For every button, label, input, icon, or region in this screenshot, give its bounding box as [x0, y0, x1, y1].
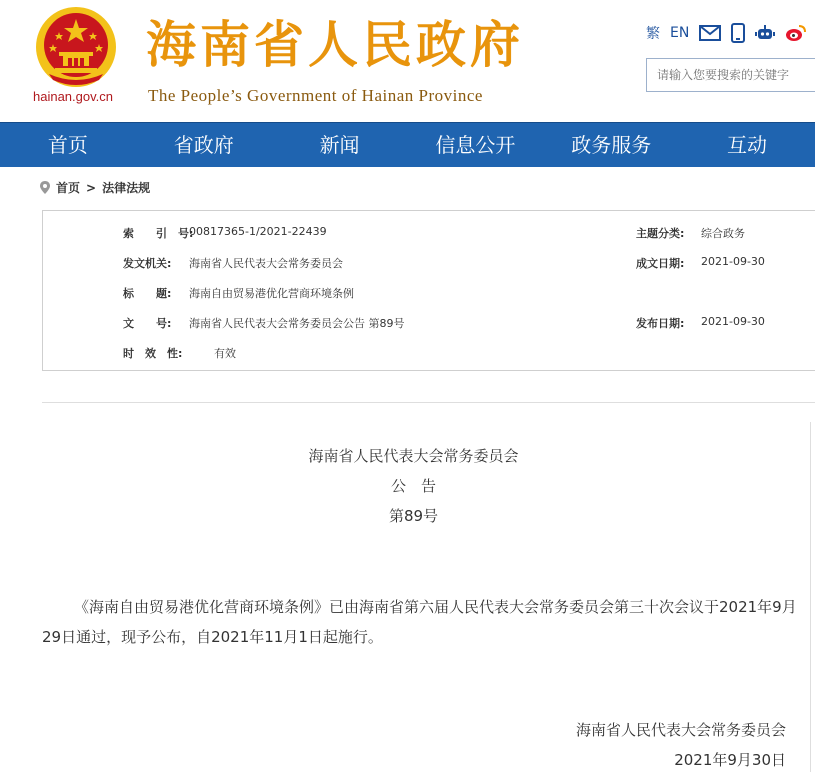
- traditional-chinese-link[interactable]: 繁: [646, 26, 660, 42]
- doc-heading: 公 告: [390, 477, 436, 495]
- site-title[interactable]: 海南省人民政府: [146, 15, 524, 74]
- info-row-index: [123, 225, 327, 241]
- nav-item-news[interactable]: 新闻: [319, 133, 360, 157]
- location-pin-icon: [40, 181, 50, 194]
- nav-item-interaction[interactable]: 互动: [727, 133, 768, 157]
- robot-icon[interactable]: [755, 24, 775, 42]
- validity-label: 时 效 性:: [123, 347, 183, 360]
- doc-body: 《海南自由贸易港优化营商环境条例》已由海南省第六届人民代表大会常务委员会第三十次会议于2021年9月29日通过，现予公布，自2021年11月1日起施行。: [42, 598, 797, 646]
- info-row-issuer: [123, 255, 343, 271]
- nav-item-home[interactable]: 首页: [47, 133, 88, 157]
- topic-label: 主题分类:: [636, 227, 685, 240]
- docno-value: 海南省人民代表大会常务委员会公告 第89号: [189, 317, 405, 330]
- site-domain: hainan.gov.cn: [33, 89, 113, 104]
- created-date-label: 成文日期:: [636, 257, 685, 270]
- breadcrumb: [40, 179, 150, 196]
- main-nav: [0, 122, 815, 167]
- info-row-title: [123, 285, 354, 301]
- national-emblem-icon[interactable]: [35, 6, 117, 88]
- docno-label: 文 号:: [123, 317, 172, 330]
- created-date-value: 2021-09-30: [701, 255, 765, 268]
- doc-sign-org: 海南省人民代表大会常务委员会: [575, 721, 786, 739]
- validity-value: 有效: [214, 347, 236, 360]
- published-date-value: 2021-09-30: [701, 315, 765, 328]
- issuer-value: 海南省人民代表大会常务委员会: [189, 257, 343, 270]
- nav-item-government[interactable]: 省政府: [173, 133, 234, 157]
- published-date-label: 发布日期:: [636, 317, 685, 330]
- nav-item-disclosure[interactable]: 信息公开: [435, 133, 516, 157]
- site-subtitle: The People’s Government of Hainan Province: [148, 86, 483, 105]
- info-row-docno: [123, 315, 405, 331]
- issuer-label: 发文机关:: [123, 257, 172, 270]
- header-tools: [646, 22, 807, 44]
- doc-number: 第89号: [388, 507, 439, 525]
- info-row-validity: [123, 345, 236, 361]
- breadcrumb-current[interactable]: 法律法规: [102, 181, 151, 195]
- title-label: 标 题:: [123, 287, 172, 300]
- nav-item-services[interactable]: 政务服务: [571, 133, 652, 157]
- index-label: 索 引 号:: [123, 227, 194, 240]
- doc-sign-date: 2021年9月30日: [674, 751, 786, 769]
- weibo-icon[interactable]: [785, 24, 807, 42]
- breadcrumb-home[interactable]: 首页: [56, 181, 81, 195]
- english-link[interactable]: EN: [670, 25, 690, 41]
- topic-value: 综合政务: [701, 227, 745, 240]
- mobile-icon[interactable]: [731, 23, 745, 43]
- search-input[interactable]: [646, 58, 815, 92]
- doc-org: 海南省人民代表大会常务委员会: [308, 447, 519, 465]
- site-header: [0, 0, 815, 122]
- title-value: 海南自由贸易港优化营商环境条例: [189, 287, 354, 300]
- content-divider: [42, 402, 815, 403]
- document-info-panel: [42, 210, 815, 371]
- mail-icon[interactable]: [699, 25, 721, 41]
- breadcrumb-separator: >: [86, 180, 97, 195]
- index-value: 00817365-1/2021-22439: [189, 225, 327, 238]
